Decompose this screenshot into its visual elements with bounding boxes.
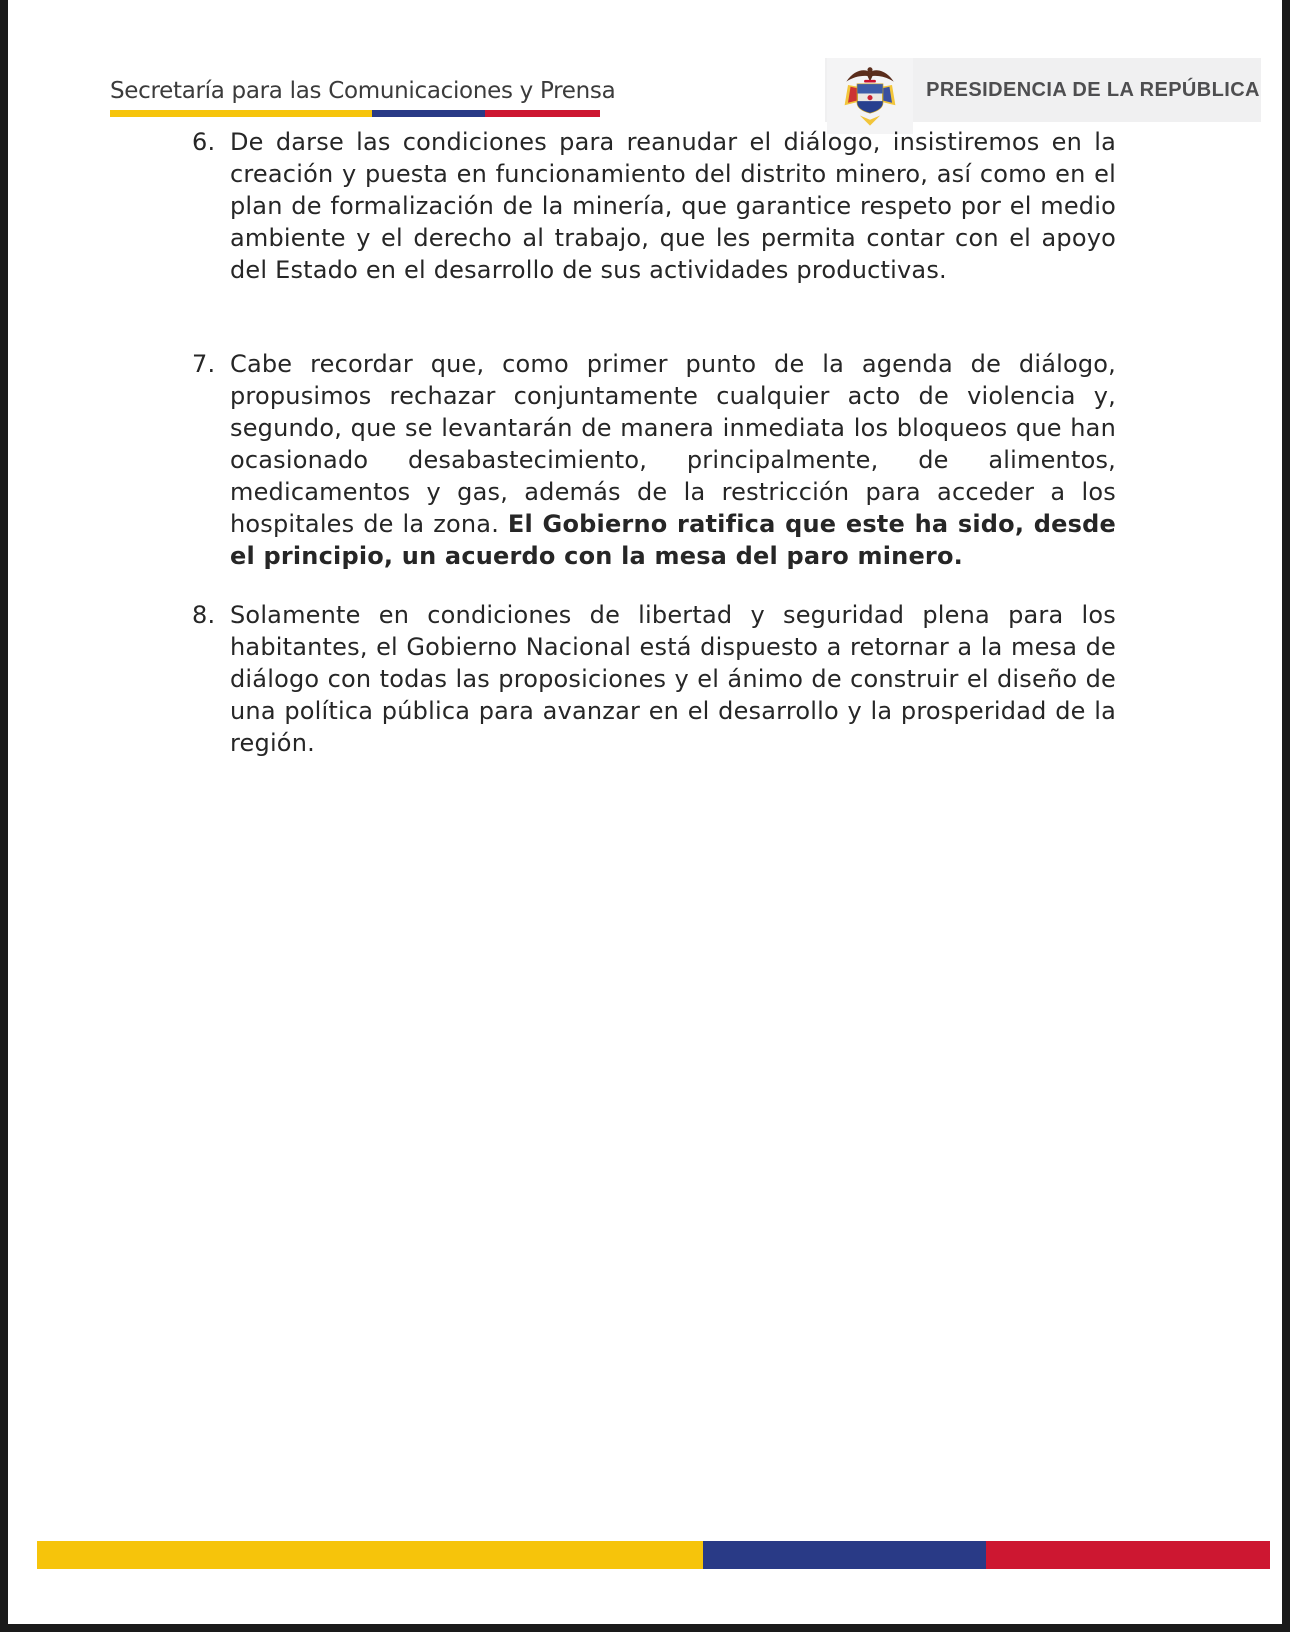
item-text-normal: De darse las condiciones para reanudar el diálogo, insistiremos en la creación y puesta en funcionamiento del distrito minero, así como en el plan de formalización de la minería, que garantice respeto por el medio ambiente y el derecho al trabajo, que les permita contar con el apoyo del Estado en el desarrollo de sus actividades productivas. <box>230 128 1116 284</box>
flag-underline <box>110 110 600 117</box>
flag-underline-red <box>485 110 600 117</box>
header-right-banner <box>825 58 1261 122</box>
emblem-tile <box>827 58 913 134</box>
list-item-8 <box>192 599 1116 759</box>
item-text <box>230 348 1116 572</box>
footer-flag-blue <box>703 1541 987 1569</box>
item-text-normal: Cabe recordar que, como primer punto de la agenda de diálogo, propusimos rechazar conjuntamente cualquier acto de violencia y, segundo, que se levantarán de manera inmediata los bloqueos que han ocasionado desabastecimiento, principalmente, de alimentos, medicamentos y gas, además de la restricción para acceder a los hospitales de la zona. <box>230 350 1116 538</box>
item-text <box>230 599 1116 759</box>
flag-underline-blue <box>372 110 485 117</box>
footer-flag-bar <box>37 1541 1270 1569</box>
footer-flag-yellow <box>37 1541 703 1569</box>
header-left <box>110 78 615 117</box>
item-number: 8. <box>192 601 216 629</box>
item-text <box>230 126 1116 286</box>
department-title: Secretaría para las Comunicaciones y Prensa <box>110 78 616 104</box>
list-item-7 <box>192 348 1116 572</box>
item-number: 7. <box>192 350 216 378</box>
item-text-bold: El Gobierno ratifica que este ha sido, desde el principio, un acuerdo con la mesa del paro minero. <box>230 510 1116 570</box>
colombia-coat-of-arms-icon <box>839 63 901 129</box>
flag-underline-yellow <box>110 110 372 117</box>
footer-flag-red <box>986 1541 1270 1569</box>
list-item-6 <box>192 126 1116 286</box>
item-text-normal: Solamente en condiciones de libertad y seguridad plena para los habitantes, el Gobierno Nacional está dispuesto a retornar a la mesa de diálogo con todas las proposiciones y el ánimo de construir el diseño de una política pública para avanzar en el desarrollo y la prosperidad de la región. <box>230 601 1116 757</box>
item-number: 6. <box>192 128 216 156</box>
document-page <box>8 0 1282 1624</box>
institution-title: PRESIDENCIA DE LA REPÚBLICA <box>926 78 1260 101</box>
